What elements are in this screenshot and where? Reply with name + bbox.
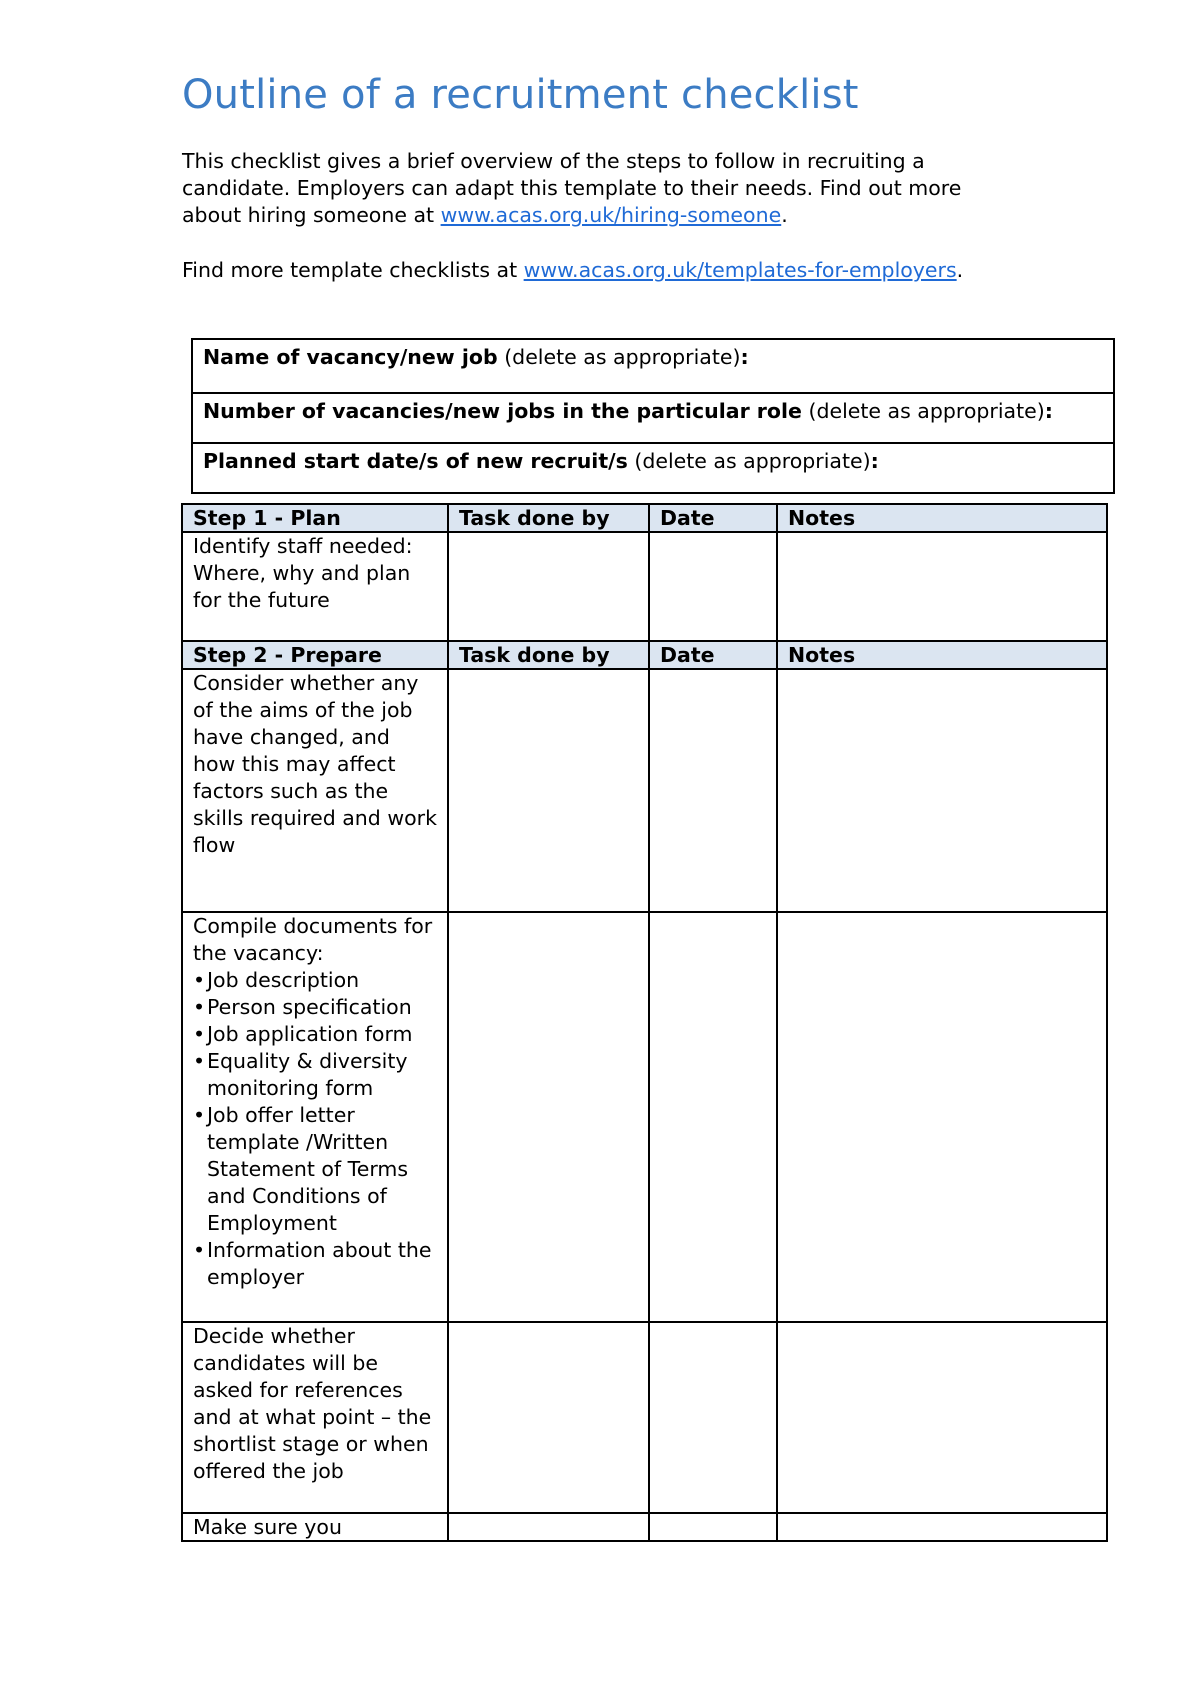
notes-heading: Notes — [777, 641, 1107, 669]
task-done-by-heading: Task done by — [448, 504, 649, 532]
intro-paragraph — [182, 148, 1022, 229]
list-item: • Person specification — [193, 994, 437, 1021]
task-make-sure: Make sure you — [182, 1513, 448, 1541]
intro-text: This checklist gives a brief overview of the steps to follow in recruiting a candidate. Employers can adapt this template to their needs. Find out more about hiring someone at — [182, 149, 962, 227]
notes-cell[interactable] — [777, 532, 1107, 641]
date-heading: Date — [649, 641, 777, 669]
task-done-by-cell[interactable] — [448, 1322, 649, 1513]
date-cell[interactable] — [649, 1513, 777, 1541]
task-done-by-cell[interactable] — [448, 1513, 649, 1541]
table-row — [182, 669, 1107, 912]
vacancy-name-label: Name of vacancy/new job — [203, 345, 498, 369]
task-identify-staff: Identify staff needed: Where, why and plan for the future — [182, 532, 448, 641]
vacancy-count-row[interactable] — [193, 392, 1113, 442]
templates-for-employers-link[interactable]: www.acas.org.uk/templates-for-employers — [523, 258, 957, 282]
task-done-by-cell[interactable] — [448, 912, 649, 1322]
step2-heading: Step 2 - Prepare — [182, 641, 448, 669]
vacancy-name-row[interactable] — [193, 340, 1113, 392]
list-item: • Job description — [193, 967, 437, 994]
vacancy-count-note: (delete as appropriate) — [801, 399, 1045, 423]
start-date-label: Planned start date/s of new recruit/s — [203, 449, 628, 473]
recruitment-checklist-table — [181, 503, 1108, 1542]
date-cell[interactable] — [649, 912, 777, 1322]
task-done-by-cell[interactable] — [448, 532, 649, 641]
date-cell[interactable] — [649, 669, 777, 912]
vacancy-name-note: (delete as appropriate) — [497, 345, 741, 369]
start-date-row[interactable] — [193, 442, 1113, 492]
intro-period: . — [781, 203, 788, 227]
page-title: Outline of a recruitment checklist — [182, 72, 859, 118]
task-done-by-heading: Task done by — [448, 641, 649, 669]
table-row — [182, 532, 1107, 641]
table-row — [182, 1322, 1107, 1513]
task-done-by-cell[interactable] — [448, 669, 649, 912]
notes-cell[interactable] — [777, 669, 1107, 912]
list-item: • Information about the employer — [193, 1237, 437, 1291]
hiring-someone-link[interactable]: www.acas.org.uk/hiring-someone — [440, 203, 782, 227]
templates-paragraph — [182, 257, 1022, 284]
date-cell[interactable] — [649, 532, 777, 641]
start-date-colon: : — [870, 449, 879, 473]
notes-cell[interactable] — [777, 912, 1107, 1322]
notes-heading: Notes — [777, 504, 1107, 532]
vacancy-info-box — [191, 338, 1115, 494]
list-item: • Job offer letter template /Written Statement of Terms and Conditions of Employment — [193, 1102, 437, 1237]
vacancy-count-label: Number of vacancies/new jobs in the particular role — [203, 399, 802, 423]
table-row — [182, 1513, 1107, 1541]
start-date-note: (delete as appropriate) — [627, 449, 871, 473]
step2-header-row — [182, 641, 1107, 669]
vacancy-name-colon: : — [740, 345, 749, 369]
date-cell[interactable] — [649, 1322, 777, 1513]
step1-heading: Step 1 - Plan — [182, 504, 448, 532]
notes-cell[interactable] — [777, 1513, 1107, 1541]
templates-text: Find more template checklists at — [182, 258, 524, 282]
date-heading: Date — [649, 504, 777, 532]
compile-intro: Compile documents for the vacancy: — [193, 914, 433, 965]
list-item: • Job application form — [193, 1021, 437, 1048]
task-compile-documents — [182, 912, 448, 1322]
list-item: • Equality & diversity monitoring form — [193, 1048, 437, 1102]
table-row — [182, 912, 1107, 1322]
step1-header-row — [182, 504, 1107, 532]
task-decide-references: Decide whether candidates will be asked for references and at what point – the shortlist stage or when offered the job — [182, 1322, 448, 1513]
document-list — [193, 967, 437, 1291]
notes-cell[interactable] — [777, 1322, 1107, 1513]
templates-period: . — [956, 258, 964, 282]
task-consider-aims: Consider whether any of the aims of the job have changed, and how this may affect factors such as the skills required and work flow — [182, 669, 448, 912]
vacancy-count-colon: : — [1044, 399, 1053, 423]
